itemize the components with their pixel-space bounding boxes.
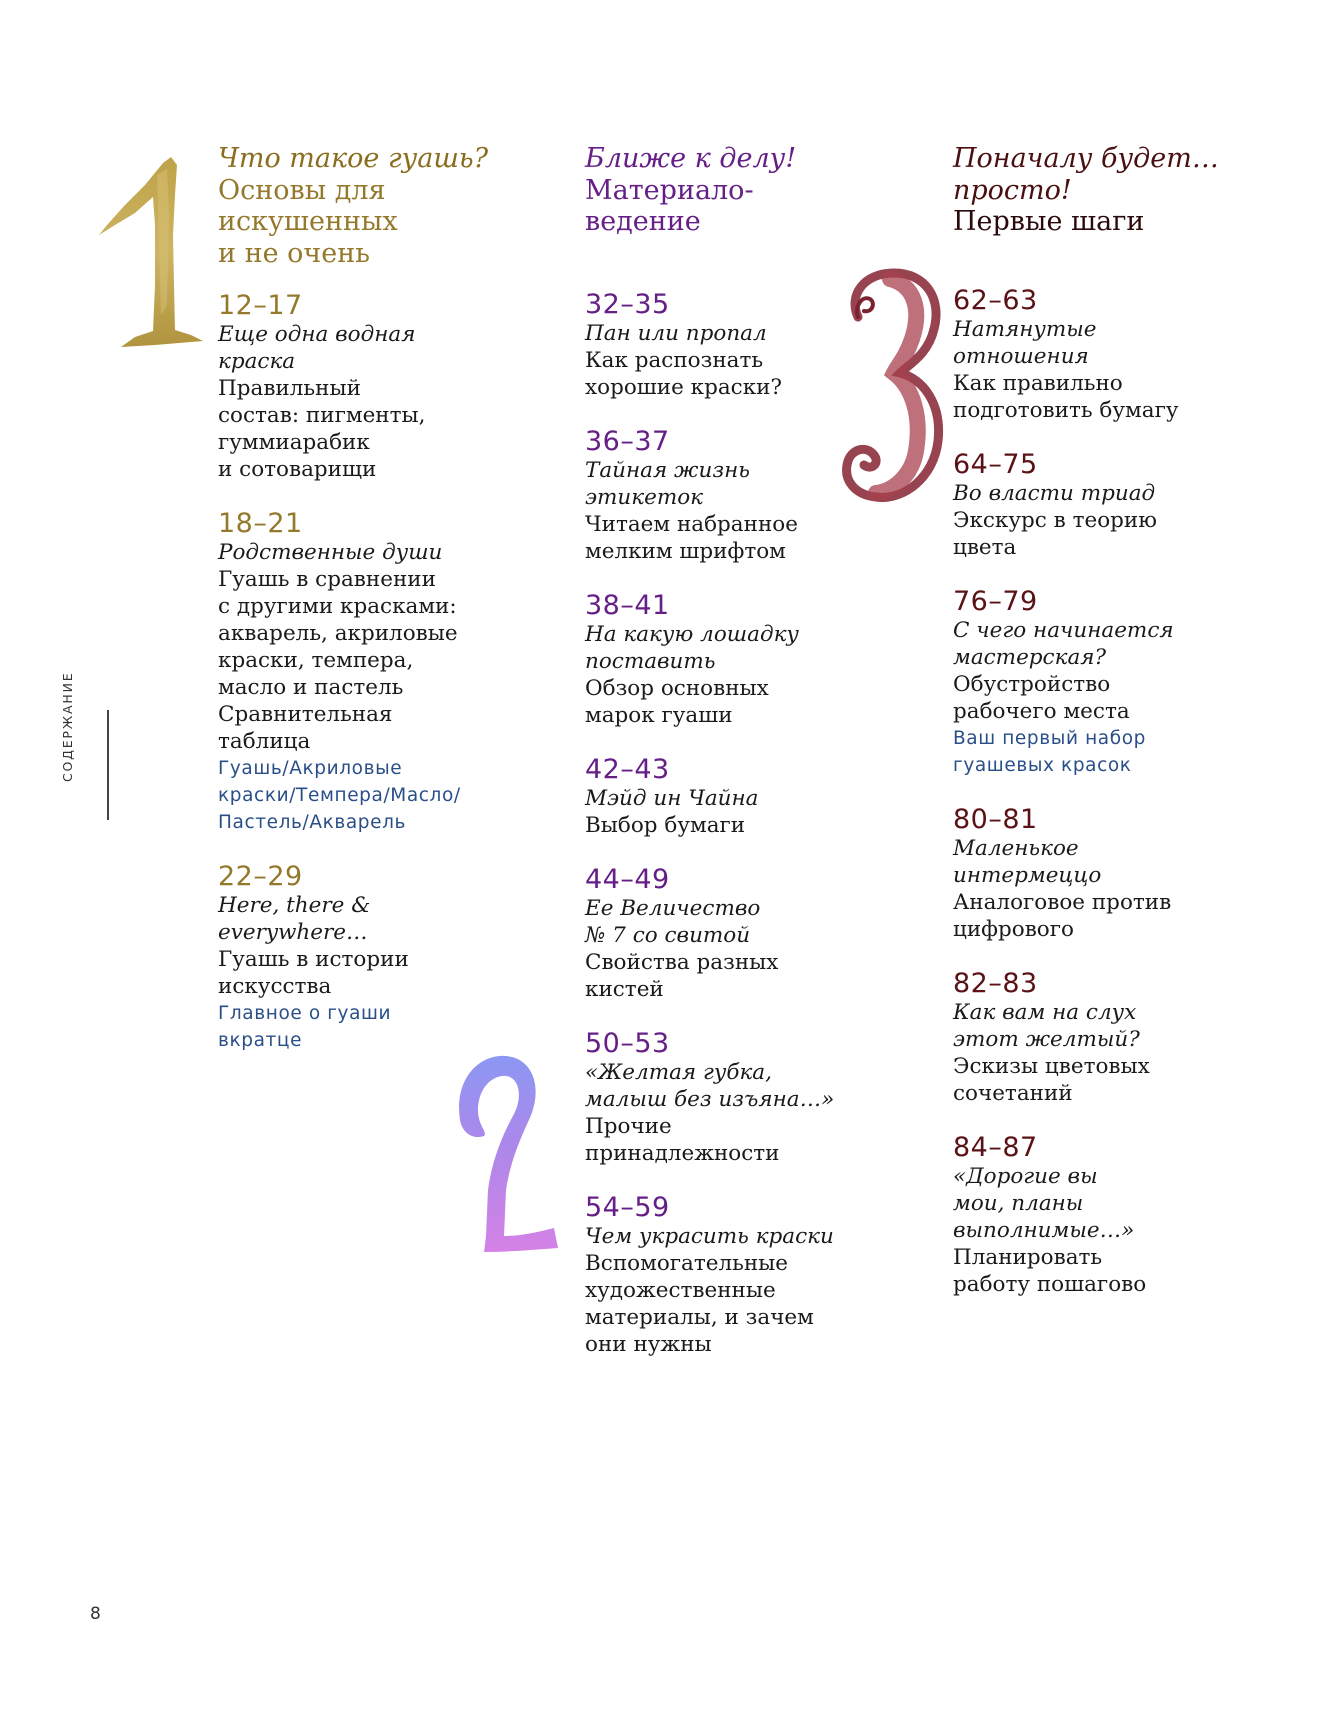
entry-desc-line: художественные	[585, 1277, 776, 1303]
entry-desc-line: гуммиарабик	[218, 430, 370, 455]
entry-title	[585, 1059, 915, 1113]
chapter-3-heading	[953, 143, 1283, 238]
entry-note-line: Ваш первый набор	[953, 727, 1146, 749]
entry-title-line: Пан или пропал	[585, 320, 767, 346]
entry-desc-line: цвета	[953, 534, 1017, 560]
toc-entry[interactable]	[953, 805, 1283, 943]
entry-description	[585, 1250, 915, 1358]
toc-entry[interactable]	[953, 1133, 1283, 1298]
entry-desc-line: с другими красками:	[218, 594, 457, 619]
entry-desc-line: Прочие	[585, 1113, 672, 1139]
toc-entry[interactable]	[218, 862, 548, 1054]
toc-entry[interactable]	[953, 969, 1283, 1107]
toc-entry[interactable]	[953, 286, 1283, 424]
page-range: 54–59	[585, 1191, 670, 1223]
page-range: 76–79	[953, 585, 1038, 617]
page-range: 44–49	[585, 863, 670, 895]
entry-title-line: «Дорогие вы	[953, 1163, 1098, 1189]
chapter-3-heading-italic: Поначалу будет…	[953, 143, 1219, 174]
entry-desc-line: марок гуаши	[585, 702, 733, 728]
page-range: 12–17	[218, 290, 303, 321]
toc-entry[interactable]	[585, 1029, 915, 1167]
entry-desc-line: таблица	[218, 729, 311, 754]
chapter-2-heading-line: Материало-	[585, 174, 754, 206]
entry-title-line: выполнимые…»	[953, 1217, 1135, 1243]
entry-desc-line: акварель, акриловые	[218, 621, 458, 646]
entry-desc-line: Правильный	[218, 376, 361, 401]
entry-title-line: интермеццо	[953, 862, 1102, 888]
entry-title	[585, 895, 915, 949]
entry-desc-line: подготовить бумагу	[953, 397, 1179, 423]
entry-title-line: Тайная жизнь	[585, 457, 750, 483]
entry-desc-line: Как распознать	[585, 347, 764, 373]
entry-title-line: малыш без изъяна…»	[585, 1086, 835, 1112]
chapter-2-column	[585, 143, 915, 1384]
entry-description	[218, 566, 548, 755]
entry-note	[953, 725, 1283, 779]
chapter-1-column	[218, 143, 548, 1080]
entry-description	[585, 949, 915, 1003]
entry-desc-line: принадлежности	[585, 1140, 780, 1166]
entry-desc-line: хорошие краски?	[585, 374, 783, 400]
page-range: 84–87	[953, 1131, 1038, 1163]
entry-description	[953, 507, 1283, 561]
entry-desc-line: Сравнительная	[218, 702, 393, 727]
entry-title-line: Как вам на слух	[953, 999, 1137, 1025]
entry-note	[218, 755, 548, 836]
page-range: 22–29	[218, 861, 303, 892]
toc-entry[interactable]	[585, 290, 915, 401]
entry-title-line: everywhere…	[218, 920, 368, 945]
toc-entry[interactable]	[585, 755, 915, 839]
page-range: 38–41	[585, 589, 670, 621]
entry-description	[218, 375, 548, 483]
entry-title-line: мои, планы	[953, 1190, 1084, 1216]
entry-title	[953, 835, 1283, 889]
entry-title-line: этикеток	[585, 484, 704, 510]
entry-note-line: Гуашь/Акриловые	[218, 758, 403, 779]
entry-title-line: «Желтая губка,	[585, 1059, 772, 1085]
entry-note-line: гуашевых красок	[953, 754, 1132, 776]
entry-desc-line: Экскурс в теорию	[953, 507, 1157, 533]
entry-description	[953, 889, 1283, 943]
entry-desc-line: Гуашь в сравнении	[218, 567, 436, 592]
entry-desc-line: Как правильно	[953, 370, 1123, 396]
toc-entry[interactable]	[585, 865, 915, 1003]
entry-title-line: Во власти триад	[953, 480, 1156, 506]
entry-title-line: Here, there &	[218, 893, 371, 918]
entry-description	[953, 1053, 1283, 1107]
chapter-1-heading	[218, 143, 548, 269]
entry-note	[218, 1000, 548, 1054]
entry-desc-line: рабочего места	[953, 698, 1130, 724]
toc-entry[interactable]	[218, 291, 548, 483]
entry-title-line: Еще одна водная	[218, 322, 416, 347]
entry-desc-line: Эскизы цветовых	[953, 1053, 1150, 1079]
chapter-1-heading-italic: Что такое гуашь?	[218, 143, 489, 174]
entry-desc-line: они нужны	[585, 1331, 712, 1357]
entry-desc-line: масло и пастель	[218, 675, 404, 700]
entry-title	[585, 1223, 915, 1250]
entry-description	[953, 1244, 1283, 1298]
entry-title-line: Маленькое	[953, 835, 1079, 861]
toc-entry[interactable]	[585, 591, 915, 729]
chapter-3-column	[953, 143, 1283, 1324]
entry-title-line: краска	[218, 349, 296, 374]
entry-desc-line: искусства	[218, 974, 332, 999]
toc-entry[interactable]	[953, 587, 1283, 779]
toc-entry[interactable]	[218, 509, 548, 836]
entry-title	[953, 1163, 1283, 1244]
chapter-3-heading-italic: просто!	[953, 174, 1072, 206]
entry-title-line: мастерская?	[953, 644, 1107, 670]
chapter-2-heading	[585, 143, 915, 238]
toc-entry[interactable]	[585, 1193, 915, 1358]
entry-title-line: поставить	[585, 648, 716, 674]
entry-title	[585, 457, 915, 511]
chapter-1-heading-line: искушенных	[218, 206, 398, 237]
page-range: 82–83	[953, 967, 1038, 999]
entry-desc-line: состав: пигменты,	[218, 403, 426, 428]
entry-description	[953, 370, 1283, 424]
entry-description	[218, 946, 548, 1000]
entry-desc-line: Выбор бумаги	[585, 812, 746, 838]
entry-title-line: отношения	[953, 343, 1089, 369]
entry-title	[953, 617, 1283, 671]
numeral-1-graphic	[95, 155, 205, 355]
entry-desc-line: Свойства разных	[585, 949, 779, 975]
entry-title	[585, 785, 915, 812]
entry-title-line: Ее Величество	[585, 895, 761, 921]
entry-title	[218, 539, 548, 566]
entry-note-line: Пастель/Акварель	[218, 812, 407, 833]
page-range: 36–37	[585, 425, 670, 457]
entry-desc-line: кистей	[585, 976, 664, 1002]
toc-entry[interactable]	[953, 450, 1283, 561]
page-range: 80–81	[953, 803, 1038, 835]
toc-entry[interactable]	[585, 427, 915, 565]
entry-title-line: На какую лошадку	[585, 621, 799, 647]
entry-note-line: краски/Темпера/Масло/	[218, 785, 461, 806]
entry-desc-line: материалы, и зачем	[585, 1304, 814, 1330]
entry-title	[218, 321, 548, 375]
entry-description	[585, 812, 915, 839]
entry-description	[585, 675, 915, 729]
entry-title-line: Натянутые	[953, 316, 1097, 342]
entry-title	[953, 480, 1283, 507]
entry-title	[218, 892, 548, 946]
entry-description	[585, 511, 915, 565]
page-number: 8	[90, 1604, 101, 1624]
entry-title-line: № 7 со свитой	[585, 922, 751, 948]
section-label: СОДЕРЖАНИЕ	[60, 671, 75, 782]
entry-title-line: Чем украсить краски	[585, 1223, 834, 1249]
entry-desc-line: Аналоговое против	[953, 889, 1172, 915]
entry-description	[585, 347, 915, 401]
entry-title-line: Родственные души	[218, 540, 443, 565]
entry-desc-line: Вспомогательные	[585, 1250, 789, 1276]
page-range: 42–43	[585, 753, 670, 785]
entry-title	[585, 320, 915, 347]
chapter-1-heading-line: Основы для	[218, 174, 386, 206]
page-range: 64–75	[953, 448, 1038, 480]
entry-desc-line: Читаем набранное	[585, 511, 798, 537]
entry-title-line: этот желтый?	[953, 1026, 1140, 1052]
entry-note-line: вкратце	[218, 1030, 303, 1051]
entry-description	[953, 671, 1283, 725]
chapter-2-heading-italic: Ближе к делу!	[585, 143, 797, 174]
entry-title	[585, 621, 915, 675]
entry-desc-line: сочетаний	[953, 1080, 1073, 1106]
entry-desc-line: краски, темпера,	[218, 648, 414, 673]
page-range: 50–53	[585, 1027, 670, 1059]
entry-title	[953, 999, 1283, 1053]
entry-title-line: Мэйд ин Чайна	[585, 785, 759, 811]
entry-desc-line: работу пошагово	[953, 1271, 1147, 1297]
entry-desc-line: цифрового	[953, 916, 1074, 942]
entry-title-line: С чего начинается	[953, 617, 1174, 643]
page-range: 32–35	[585, 288, 670, 320]
entry-desc-line: Обзор основных	[585, 675, 769, 701]
entry-note-line: Главное о гуаши	[218, 1003, 392, 1024]
entry-desc-line: Планировать	[953, 1244, 1103, 1270]
chapter-2-heading-line: ведение	[585, 206, 701, 237]
entry-title	[953, 316, 1283, 370]
page-range: 62–63	[953, 284, 1038, 316]
chapter-3-heading-line: Первые шаги	[953, 206, 1145, 237]
entry-desc-line: Обустройство	[953, 671, 1111, 697]
entry-desc-line: и сотоварищи	[218, 457, 377, 482]
page-range: 18–21	[218, 508, 303, 539]
chapter-1-heading-line: и не очень	[218, 237, 370, 269]
entry-desc-line: Гуашь в истории	[218, 947, 409, 972]
entry-description	[585, 1113, 915, 1167]
sidebar-divider	[107, 710, 109, 820]
entry-desc-line: мелким шрифтом	[585, 538, 786, 564]
